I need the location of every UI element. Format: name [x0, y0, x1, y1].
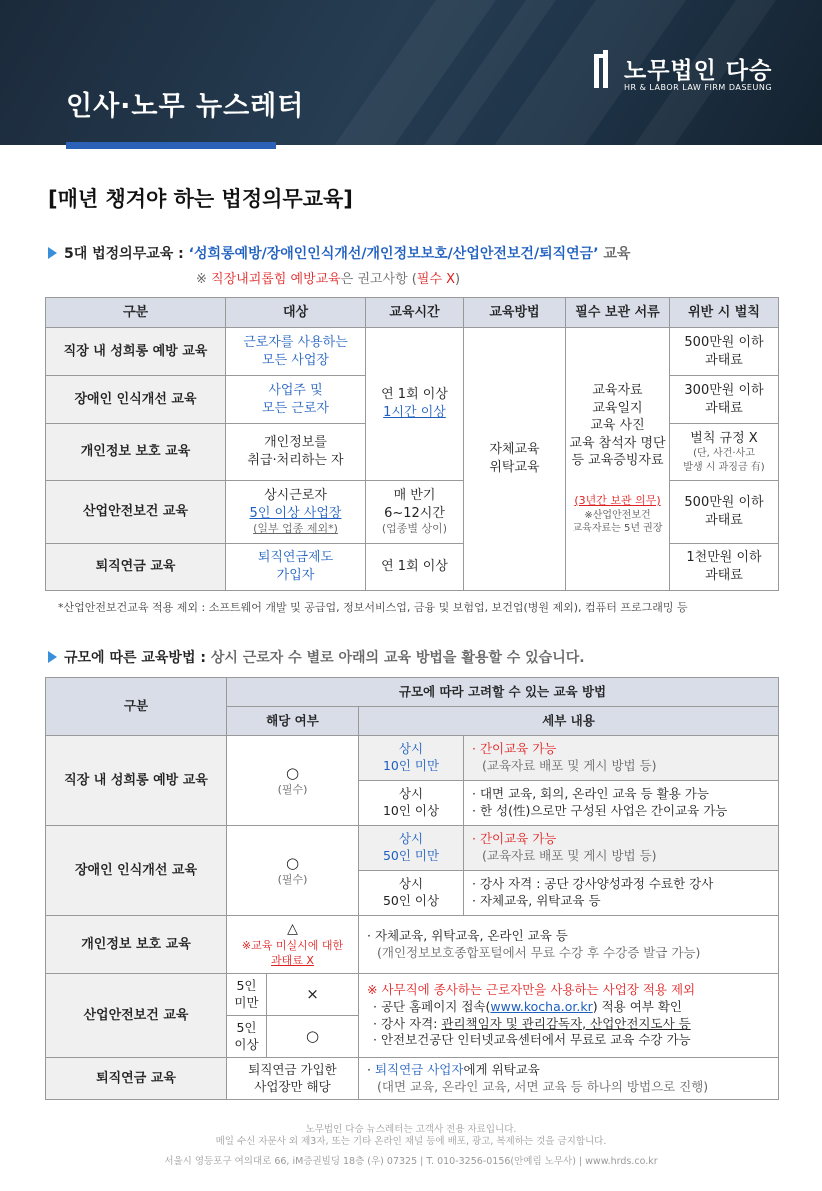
footer-line2: 메일 수신 자문사 외 제3자, 또는 기타 온라인 채널 등에 배포, 광고, 복제하는 것을 금지합니다.	[215, 1136, 607, 1147]
penalty-cell: 500만원 이하 과태료	[670, 481, 779, 544]
size-cell: 5인 미만	[227, 974, 267, 1016]
target-cell: 상시근로자 5인 이상 사업장 (일부 업종 제외*)	[226, 481, 366, 544]
mandatory-education-table	[45, 297, 779, 591]
detail-cell: · 간이교육 가능 (교육자료 배포 및 게시 방법 등)	[464, 736, 779, 781]
applicable-cell: △ ※교육 미실시에 대한 과태료 X	[227, 916, 359, 974]
detail-cell: · 간이교육 가능 (교육자료 배포 및 게시 방법 등)	[464, 826, 779, 871]
triangle-bullet-icon	[48, 247, 57, 259]
time-cell: 매 반기 6~12시간 (업종별 상이)	[366, 481, 464, 544]
detail-cell: · 퇴직연금 사업자에게 위탁교육 (대면 교육, 온라인 교육, 서면 교육 등 하나의 방법으로 진행)	[359, 1058, 779, 1100]
newsletter-header	[0, 0, 822, 145]
column-header: 교육방법	[464, 298, 566, 328]
row-header: 퇴직연금 교육	[46, 1058, 227, 1100]
size-cell: 상시 50인 이상	[359, 871, 464, 916]
kocha-link[interactable]: www.kocha.or.kr	[490, 998, 593, 1014]
row-header: 장애인 인식개선 교육	[46, 376, 226, 424]
detail-cell: ※ 사무직에 종사하는 근로자만을 사용하는 사업장 적용 제외 · 공단 홈페이지 접속(www.kocha.or.kr) 적용 여부 확인 · 강사 자격: 관리책임자 및 관리감독자, 산업안전지도사 등 · 안전보건공단 인터넷교육센터에서 무료로 교육 수강 가능	[359, 974, 779, 1058]
table-header-row	[46, 298, 779, 328]
row-header: 직장 내 성희롱 예방 교육	[46, 328, 226, 376]
target-cell: 근로자를 사용하는 모든 사업장	[226, 328, 366, 376]
column-header: 대상	[226, 298, 366, 328]
column-header: 구분	[46, 678, 227, 736]
detail-cell: · 대면 교육, 회의, 온라인 교육 등 활용 가능 · 한 성(性)으로만 구성된 사업은 간이교육 가능	[464, 781, 779, 826]
column-header: 규모에 따라 고려할 수 있는 교육 방법	[227, 678, 779, 707]
column-header: 세부 내용	[359, 707, 779, 736]
title-underline-bar	[66, 142, 276, 149]
table-row	[46, 328, 779, 376]
detail-cell: · 자체교육, 위탁교육, 온라인 교육 등 (개인정보보호종합포털에서 무료 수강 후 수강증 발급 가능)	[359, 916, 779, 974]
method-cell-common: 자체교육 위탁교육	[464, 328, 566, 591]
table-row	[46, 1058, 779, 1100]
table-row	[46, 974, 779, 1016]
target-cell: 사업주 및 모든 근로자	[226, 376, 366, 424]
column-header: 위반 시 벌칙	[670, 298, 779, 328]
education-method-table	[45, 677, 779, 1100]
docs-cell-common: 교육자료 교육일지 교육 사진 교육 참석자 명단 등 교육증빙자료 (3년간 보관 의무) ※산업안전보건 교육자료는 5년 권장	[566, 328, 670, 591]
penalty-cell: 500만원 이하 과태료	[670, 328, 779, 376]
newsletter-title: 인사·노무 뉴스레터	[66, 91, 305, 122]
row-header: 개인정보 보호 교육	[46, 424, 226, 481]
size-cell: 상시 10인 이상	[359, 781, 464, 826]
row-header: 산업안전보건 교육	[46, 974, 227, 1058]
logo-firm-subtitle: HR & LABOR LAW FIRM DASEUNG	[624, 83, 773, 92]
row-header: 직장 내 성희롱 예방 교육	[46, 736, 227, 826]
logo-mark-icon	[592, 50, 618, 90]
size-cell: 상시 10인 미만	[359, 736, 464, 781]
column-header: 필수 보관 서류	[566, 298, 670, 328]
triangle-bullet-icon	[48, 651, 57, 663]
row-header: 퇴직연금 교육	[46, 544, 226, 591]
detail-cell: · 강사 자격 : 공단 강사양성과정 수료한 강사 · 자체교육, 위탁교육 등	[464, 871, 779, 916]
penalty-cell: 300만원 이하 과태료	[670, 376, 779, 424]
applicable-cell: 퇴직연금 가입한 사업장만 해당	[227, 1058, 359, 1100]
size-cell: 상시 50인 미만	[359, 826, 464, 871]
table-row	[46, 736, 779, 781]
column-header: 해당 여부	[227, 707, 359, 736]
column-header: 구분	[46, 298, 226, 328]
row-header: 장애인 인식개선 교육	[46, 826, 227, 916]
penalty-cell: 1천만원 이하 과태료	[670, 544, 779, 591]
table-row	[46, 544, 779, 591]
footer-contact: 서울시 영등포구 여의대로 66, iM증권빌딩 18층 (우) 07325 | T. 010-3256-0156(안예림 노무사) | www.hrds.co.kr	[164, 1156, 658, 1167]
applicable-mark: ○	[267, 1016, 359, 1058]
target-cell: 퇴직연금제도 가입자	[226, 544, 366, 591]
row-header: 개인정보 보호 교육	[46, 916, 227, 974]
applicable-mark: ×	[267, 974, 359, 1016]
section2-heading: 규모에 따른 교육방법 : 상시 근로자 수 별로 아래의 교육 방법을 활용할 수 있습니다.	[48, 647, 585, 667]
penalty-cell: 벌칙 규정 X (단, 사건·사고 발생 시 과징금 有)	[670, 424, 779, 481]
footnote: *산업안전보건교육 적용 제외 : 소프트웨어 개발 및 공급업, 정보서비스업, 금융 및 보험업, 보건업(병원 제외), 컴퓨터 프로그래밍 등	[58, 601, 688, 614]
applicable-cell: ○ (필수)	[227, 736, 359, 826]
table-row	[46, 481, 779, 544]
section1-note: ※ 직장내괴롭힘 예방교육은 권고사항 (필수 X)	[196, 272, 461, 287]
logo-firm-name: 노무법인 다승	[624, 58, 773, 84]
page-title: [매년 챙겨야 하는 법정의무교육]	[48, 187, 353, 211]
table-row	[46, 916, 779, 974]
row-header: 산업안전보건 교육	[46, 481, 226, 544]
applicable-cell: ○ (필수)	[227, 826, 359, 916]
time-cell-common: 연 1회 이상 1시간 이상	[366, 328, 464, 481]
time-cell: 연 1회 이상	[366, 544, 464, 591]
column-header: 교육시간	[366, 298, 464, 328]
target-cell: 개인정보를 취급·처리하는 자	[226, 424, 366, 481]
table-row	[46, 826, 779, 871]
footer-line1: 노무법인 다승 뉴스레터는 고객사 전용 자료입니다.	[305, 1124, 517, 1135]
size-cell: 5인 이상	[227, 1016, 267, 1058]
section1-heading: 5대 법정의무교육 : ‘성희롱예방/장애인인식개선/개인정보보호/산업안전보건/퇴직연금’ 교육	[48, 243, 630, 263]
